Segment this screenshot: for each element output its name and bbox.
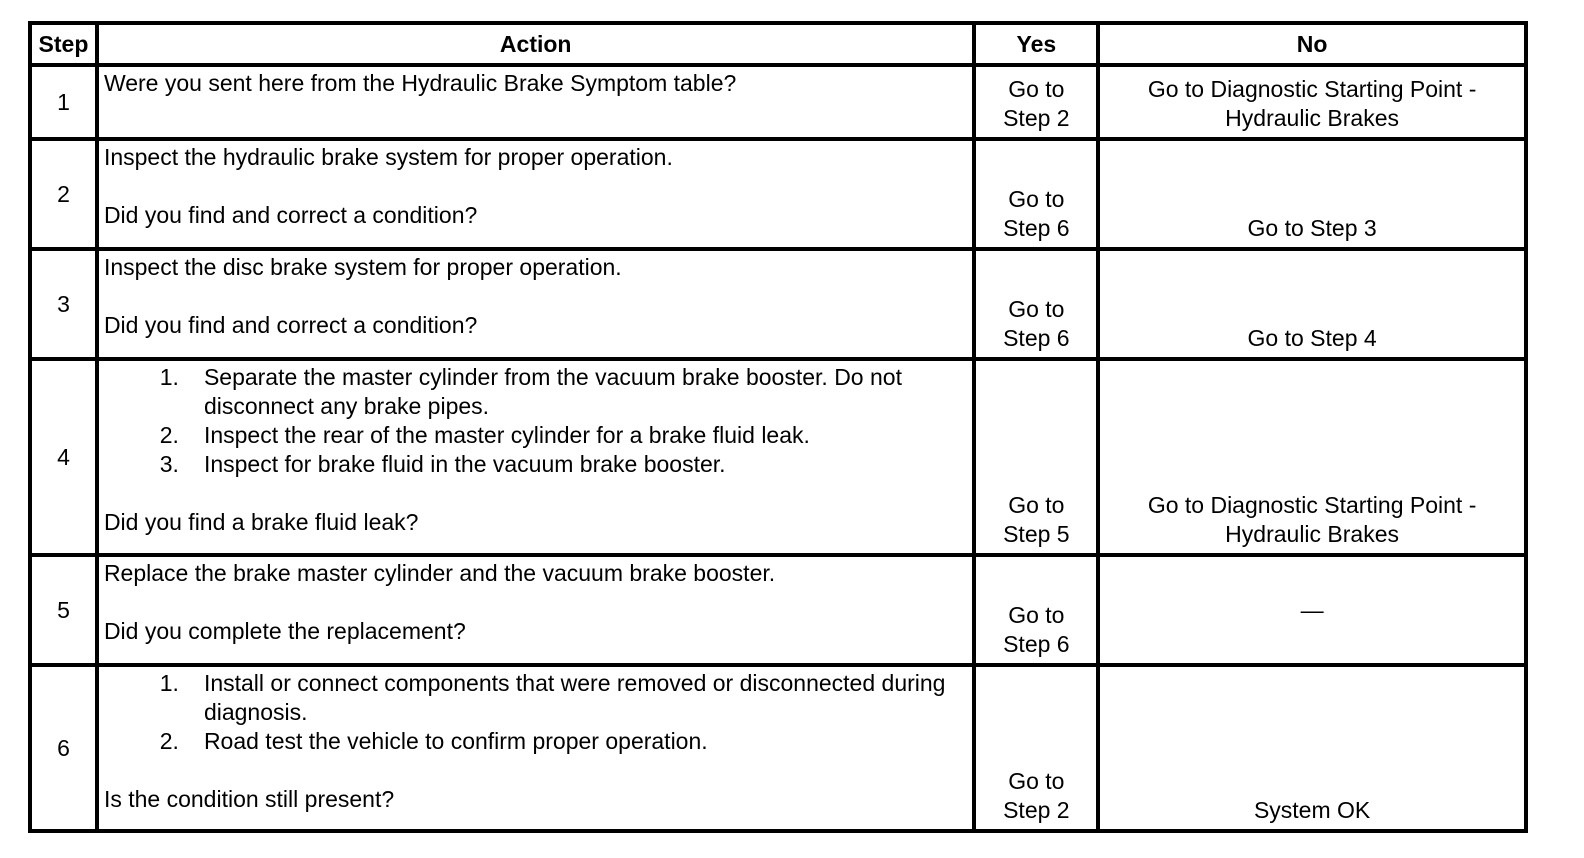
- no-cell: [1098, 665, 1526, 831]
- step-number: 3: [30, 249, 97, 359]
- no-line-1: Go to Diagnostic Starting Point -: [1147, 76, 1477, 102]
- action-cell: [97, 555, 975, 665]
- list-item: [104, 421, 969, 450]
- yes-line-1: Go to: [1008, 76, 1065, 102]
- item-text: Separate the master cylinder from the vacuum brake booster. Do not disconnect any brake pipes.: [203, 364, 902, 419]
- no-cell: [1098, 555, 1526, 665]
- yes-cell: [974, 139, 1098, 249]
- no-line-2: Hydraulic Brakes: [1225, 105, 1400, 131]
- no-line-2: Hydraulic Brakes: [1225, 521, 1400, 547]
- question-text: Did you find and correct a condition?: [103, 202, 478, 228]
- action-cell: [97, 665, 975, 831]
- step-number: 5: [30, 555, 97, 665]
- no-line-1: Go to Diagnostic Starting Point -: [1147, 492, 1477, 518]
- yes-cell: [974, 359, 1098, 555]
- no-text: —: [1300, 596, 1324, 623]
- item-number: 1.: [159, 364, 179, 390]
- item-text: Inspect for brake fluid in the vacuum brake booster.: [203, 451, 726, 477]
- header-no: No: [1098, 23, 1526, 65]
- action-cell: [97, 249, 975, 359]
- item-number: 2.: [159, 422, 179, 448]
- no-cell: [1098, 139, 1526, 249]
- action-cell: [97, 65, 975, 139]
- procedure-list: [104, 363, 969, 479]
- yes-line-2: Step 2: [1003, 105, 1070, 131]
- table-row: [30, 65, 1526, 139]
- question-text: Did you find a brake fluid leak?: [103, 509, 419, 535]
- header-step: Step: [30, 23, 97, 65]
- step-number: 4: [30, 359, 97, 555]
- list-item: [104, 363, 969, 421]
- item-number: 1.: [159, 670, 179, 696]
- table-row: [30, 555, 1526, 665]
- no-text: System OK: [1253, 797, 1371, 823]
- table-row: [30, 359, 1526, 555]
- no-cell: [1098, 359, 1526, 555]
- no-text: Go to Step 4: [1247, 325, 1377, 351]
- action-text: Replace the brake master cylinder and the vacuum brake booster.: [103, 560, 776, 586]
- yes-cell: [974, 65, 1098, 139]
- item-number: 3.: [159, 451, 179, 477]
- question-text: Is the condition still present?: [103, 786, 395, 812]
- list-item: [104, 669, 969, 727]
- yes-line-1: Go to: [1008, 296, 1065, 322]
- procedure-list: [104, 669, 969, 756]
- action-cell: [97, 139, 975, 249]
- step-number: 6: [30, 665, 97, 831]
- question-text: Did you find and correct a condition?: [103, 312, 478, 338]
- yes-line-2: Step 5: [1003, 521, 1070, 547]
- yes-line-1: Go to: [1008, 768, 1065, 794]
- table-row: [30, 665, 1526, 831]
- list-item: [104, 727, 969, 756]
- item-text: Install or connect components that were removed or disconnected during diagnosis.: [203, 670, 946, 725]
- action-text: Inspect the disc brake system for proper operation.: [103, 254, 622, 280]
- no-text: Go to Step 3: [1247, 215, 1377, 241]
- yes-cell: [974, 249, 1098, 359]
- action-cell: [97, 359, 975, 555]
- yes-line-1: Go to: [1008, 186, 1065, 212]
- list-item: [104, 450, 969, 479]
- diagnostic-table: [28, 21, 1528, 833]
- action-text: Inspect the hydraulic brake system for proper operation.: [103, 144, 673, 170]
- no-cell: [1098, 249, 1526, 359]
- question-text: Did you complete the replacement?: [103, 618, 466, 644]
- yes-line-2: Step 6: [1003, 215, 1070, 241]
- header-yes: Yes: [974, 23, 1098, 65]
- yes-cell: [974, 555, 1098, 665]
- header-action: Action: [97, 23, 975, 65]
- table-row: [30, 249, 1526, 359]
- yes-line-2: Step 2: [1003, 797, 1070, 823]
- yes-line-1: Go to: [1008, 602, 1065, 628]
- no-cell: [1098, 65, 1526, 139]
- step-number: 2: [30, 139, 97, 249]
- yes-line-2: Step 6: [1003, 325, 1070, 351]
- item-text: Inspect the rear of the master cylinder for a brake fluid leak.: [203, 422, 810, 448]
- yes-line-2: Step 6: [1003, 631, 1070, 657]
- item-number: 2.: [159, 728, 179, 754]
- table-row: [30, 139, 1526, 249]
- item-text: Road test the vehicle to confirm proper operation.: [203, 728, 708, 754]
- step-number: 1: [30, 65, 97, 139]
- action-text: Were you sent here from the Hydraulic Brake Symptom table?: [103, 70, 737, 96]
- yes-line-1: Go to: [1008, 492, 1065, 518]
- yes-cell: [974, 665, 1098, 831]
- header-row: [30, 23, 1526, 65]
